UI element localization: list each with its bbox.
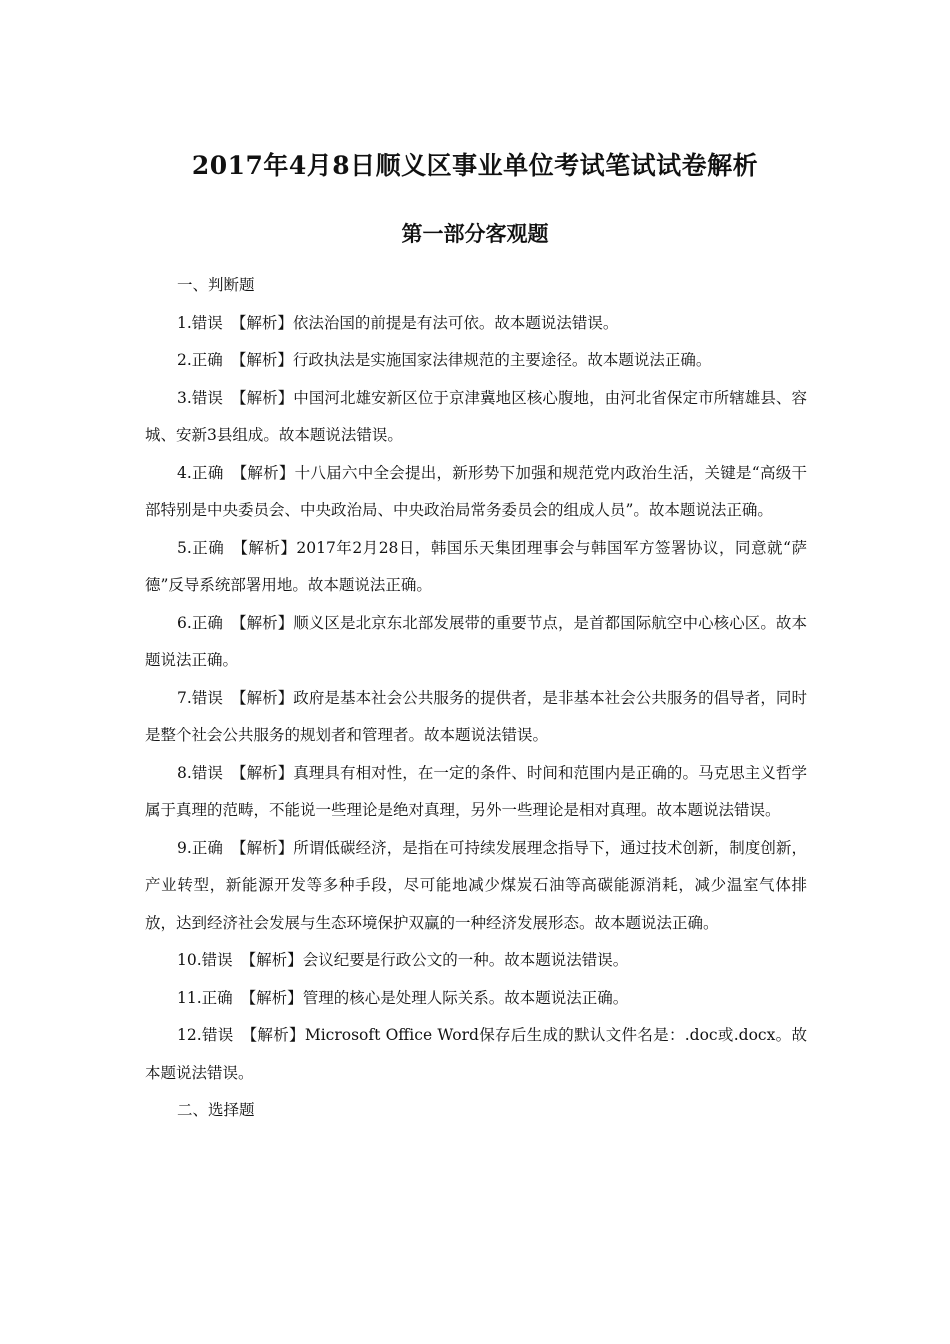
analysis-text: 所谓低碳经济，是指在可持续发展理念指导下，通过技术创新，制度创新，产业转型，新能源开发等多种手段，尽可能地减少煤炭石油等高碳能源消耗，减少温室气体排放，达到经济社会发展与生态环境保护双赢的一种经济发展形态。故本题说法正确。 bbox=[145, 838, 807, 932]
document-title: 2017年4月8日顺义区事业单位考试笔试试卷解析 bbox=[191, 151, 759, 180]
question-item-6 bbox=[145, 605, 807, 680]
question-answer: 错误 bbox=[191, 763, 224, 782]
question-item-9 bbox=[145, 830, 807, 943]
question-answer: 正确 bbox=[191, 838, 224, 857]
question-item-8 bbox=[145, 755, 807, 830]
question-number: 6. bbox=[177, 613, 192, 632]
question-number: 5. bbox=[177, 538, 192, 557]
section-heading-choice: 二、选择题 bbox=[177, 1101, 255, 1119]
analysis-text: 真理具有相对性，在一定的条件、时间和范围内是正确的。马克思主义哲学属于真理的范畴，不能说一些理论是绝对真理，另外一些理论是相对真理。故本题说法错误。 bbox=[145, 763, 807, 819]
analysis-tag: 【解析】 bbox=[230, 351, 293, 369]
question-answer: 正确 bbox=[191, 538, 225, 557]
question-number: 8. bbox=[177, 763, 192, 782]
analysis-text: 顺义区是北京东北部发展带的重要节点，是首都国际航空中心核心区。故本题说法正确。 bbox=[145, 613, 807, 669]
question-item-5 bbox=[145, 530, 807, 605]
analysis-text: 2017年2月28日，韩国乐天集团理事会与韩国军方签署协议，同意就“萨德”反导系统部署用地。故本题说法正确。 bbox=[145, 538, 807, 594]
question-number: 2. bbox=[177, 351, 192, 369]
analysis-tag: 【解析】 bbox=[231, 688, 294, 707]
analysis-text: 中国河北雄安新区位于京津冀地区核心腹地，由河北省保定市所辖雄县、容城、安新3县组成。故本题说法错误。 bbox=[145, 388, 807, 444]
analysis-tag: 【解析】 bbox=[240, 988, 303, 1007]
question-answer: 正确 bbox=[191, 463, 224, 482]
question-item-1 bbox=[145, 305, 807, 343]
question-answer: 错误 bbox=[201, 1026, 234, 1044]
analysis-text: 管理的核心是处理人际关系。故本题说法正确。 bbox=[302, 988, 629, 1007]
document-body bbox=[145, 267, 807, 1130]
question-number: 9. bbox=[177, 838, 192, 857]
question-item-10 bbox=[145, 942, 807, 980]
question-number: 7. bbox=[177, 688, 192, 707]
question-number: 4. bbox=[177, 463, 192, 482]
question-number: 12. bbox=[177, 1026, 202, 1044]
question-item-2 bbox=[145, 342, 807, 380]
question-item-3 bbox=[145, 380, 807, 455]
question-item-12 bbox=[145, 1017, 807, 1092]
question-answer: 正确 bbox=[191, 351, 223, 369]
analysis-tag: 【解析】 bbox=[231, 463, 295, 482]
question-number: 10. bbox=[177, 951, 202, 969]
question-item-4 bbox=[145, 455, 807, 530]
analysis-text: 会议纪要是行政公文的一种。故本题说法错误。 bbox=[302, 951, 629, 969]
question-item-7 bbox=[145, 680, 807, 755]
analysis-text: 依法治国的前提是有法可依。故本题说法错误。 bbox=[292, 313, 619, 332]
analysis-tag: 【解析】 bbox=[231, 388, 294, 407]
section-heading-judgment: 一、判断题 bbox=[177, 276, 255, 294]
analysis-tag: 【解析】 bbox=[240, 951, 303, 969]
question-answer: 错误 bbox=[191, 388, 224, 407]
analysis-text: 十八届六中全会提出，新形势下加强和规范党内政治生活，关键是“高级干部特别是中央委员会、中央政治局、中央政治局常务委员会的组成人员”。故本题说法正确。 bbox=[145, 463, 807, 519]
question-number: 11. bbox=[177, 988, 202, 1007]
part-title: 第一部分客观题 bbox=[401, 221, 549, 246]
question-answer: 正确 bbox=[191, 613, 224, 632]
question-number: 1. bbox=[177, 313, 192, 332]
question-answer: 错误 bbox=[201, 951, 233, 969]
analysis-tag: 【解析】 bbox=[241, 1026, 305, 1044]
analysis-text: Microsoft Office Word保存后生成的默认文件名是：.doc或.docx。故本题说法错误。 bbox=[145, 1026, 807, 1082]
question-answer: 正确 bbox=[201, 988, 233, 1007]
question-answer: 错误 bbox=[191, 688, 224, 707]
analysis-text: 行政执法是实施国家法律规范的主要途径。故本题说法正确。 bbox=[292, 351, 712, 369]
analysis-tag: 【解析】 bbox=[231, 763, 294, 782]
analysis-tag: 【解析】 bbox=[232, 538, 297, 557]
analysis-tag: 【解析】 bbox=[231, 838, 294, 857]
question-item-11 bbox=[145, 980, 807, 1018]
analysis-tag: 【解析】 bbox=[231, 613, 294, 632]
analysis-tag: 【解析】 bbox=[230, 313, 293, 332]
question-answer: 错误 bbox=[191, 313, 223, 332]
analysis-text: 政府是基本社会公共服务的提供者，是非基本社会公共服务的倡导者，同时是整个社会公共服务的规划者和管理者。故本题说法错误。 bbox=[145, 688, 807, 744]
question-number: 3. bbox=[177, 388, 192, 407]
